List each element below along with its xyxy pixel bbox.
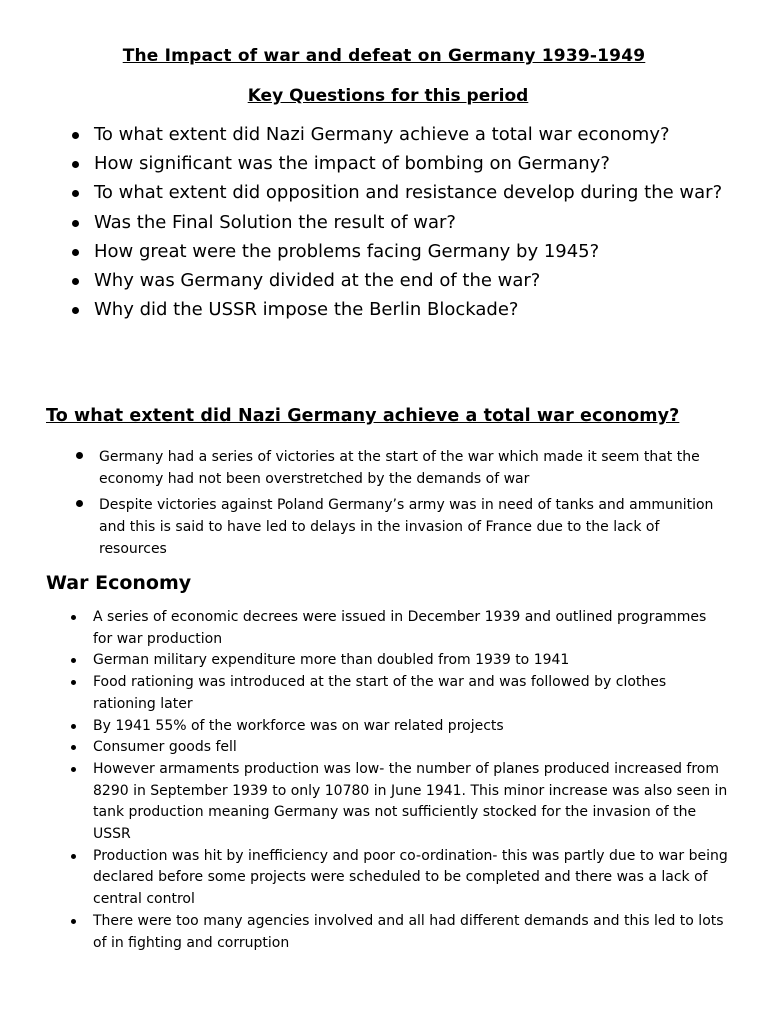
key-question-item: Was the Final Solution the result of war? [72, 208, 732, 237]
key-questions-list [72, 120, 732, 324]
war-economy-item: Production was hit by inefficiency and poor co-ordination- this was partly due to war being declared before some projects were scheduled to be completed and there was a lack of central control [70, 846, 730, 911]
key-question-item: How significant was the impact of bombing on Germany? [72, 149, 732, 178]
key-question-item: How great were the problems facing Germany by 1945? [72, 237, 732, 266]
war-economy-list [70, 607, 730, 954]
war-economy-item: Consumer goods fell [70, 737, 730, 759]
war-economy-item: German military expenditure more than doubled from 1939 to 1941 [70, 650, 730, 672]
war-economy-heading: War Economy [46, 572, 192, 594]
war-economy-item: Food rationing was introduced at the start of the war and was followed by clothes rationing later [70, 672, 730, 715]
page-subtitle: Key Questions for this period [247, 86, 529, 106]
key-question-item: To what extent did opposition and resistance develop during the war? [72, 178, 732, 207]
war-economy-item: A series of economic decrees were issued in December 1939 and outlined programmes for war production [70, 607, 730, 650]
section-points-list [76, 446, 726, 564]
section-point-item: Germany had a series of victories at the start of the war which made it seem that the economy had not been overstretched by the demands of war [76, 446, 726, 490]
war-economy-item: There were too many agencies involved and all had different demands and this led to lots of in fighting and corruption [70, 911, 730, 954]
key-question-item: To what extent did Nazi Germany achieve a total war economy? [72, 120, 732, 149]
key-question-item: Why did the USSR impose the Berlin Blockade? [72, 295, 732, 324]
section-heading: To what extent did Nazi Germany achieve a total war economy? [46, 406, 680, 426]
war-economy-item: However armaments production was low- the number of planes produced increased from 8290 in September 1939 to only 10780 in June 1941. This minor increase was also seen in tank production meaning Germany was not sufficiently stocked for the invasion of the USSR [70, 759, 730, 846]
section-point-item: Despite victories against Poland Germany’s army was in need of tanks and ammunition and this is said to have led to delays in the invasion of France due to the lack of resources [76, 494, 726, 560]
war-economy-item: By 1941 55% of the workforce was on war related projects [70, 716, 730, 738]
key-question-item: Why was Germany divided at the end of the war? [72, 266, 732, 295]
page-title: The Impact of war and defeat on Germany 1939-1949 [122, 46, 646, 66]
